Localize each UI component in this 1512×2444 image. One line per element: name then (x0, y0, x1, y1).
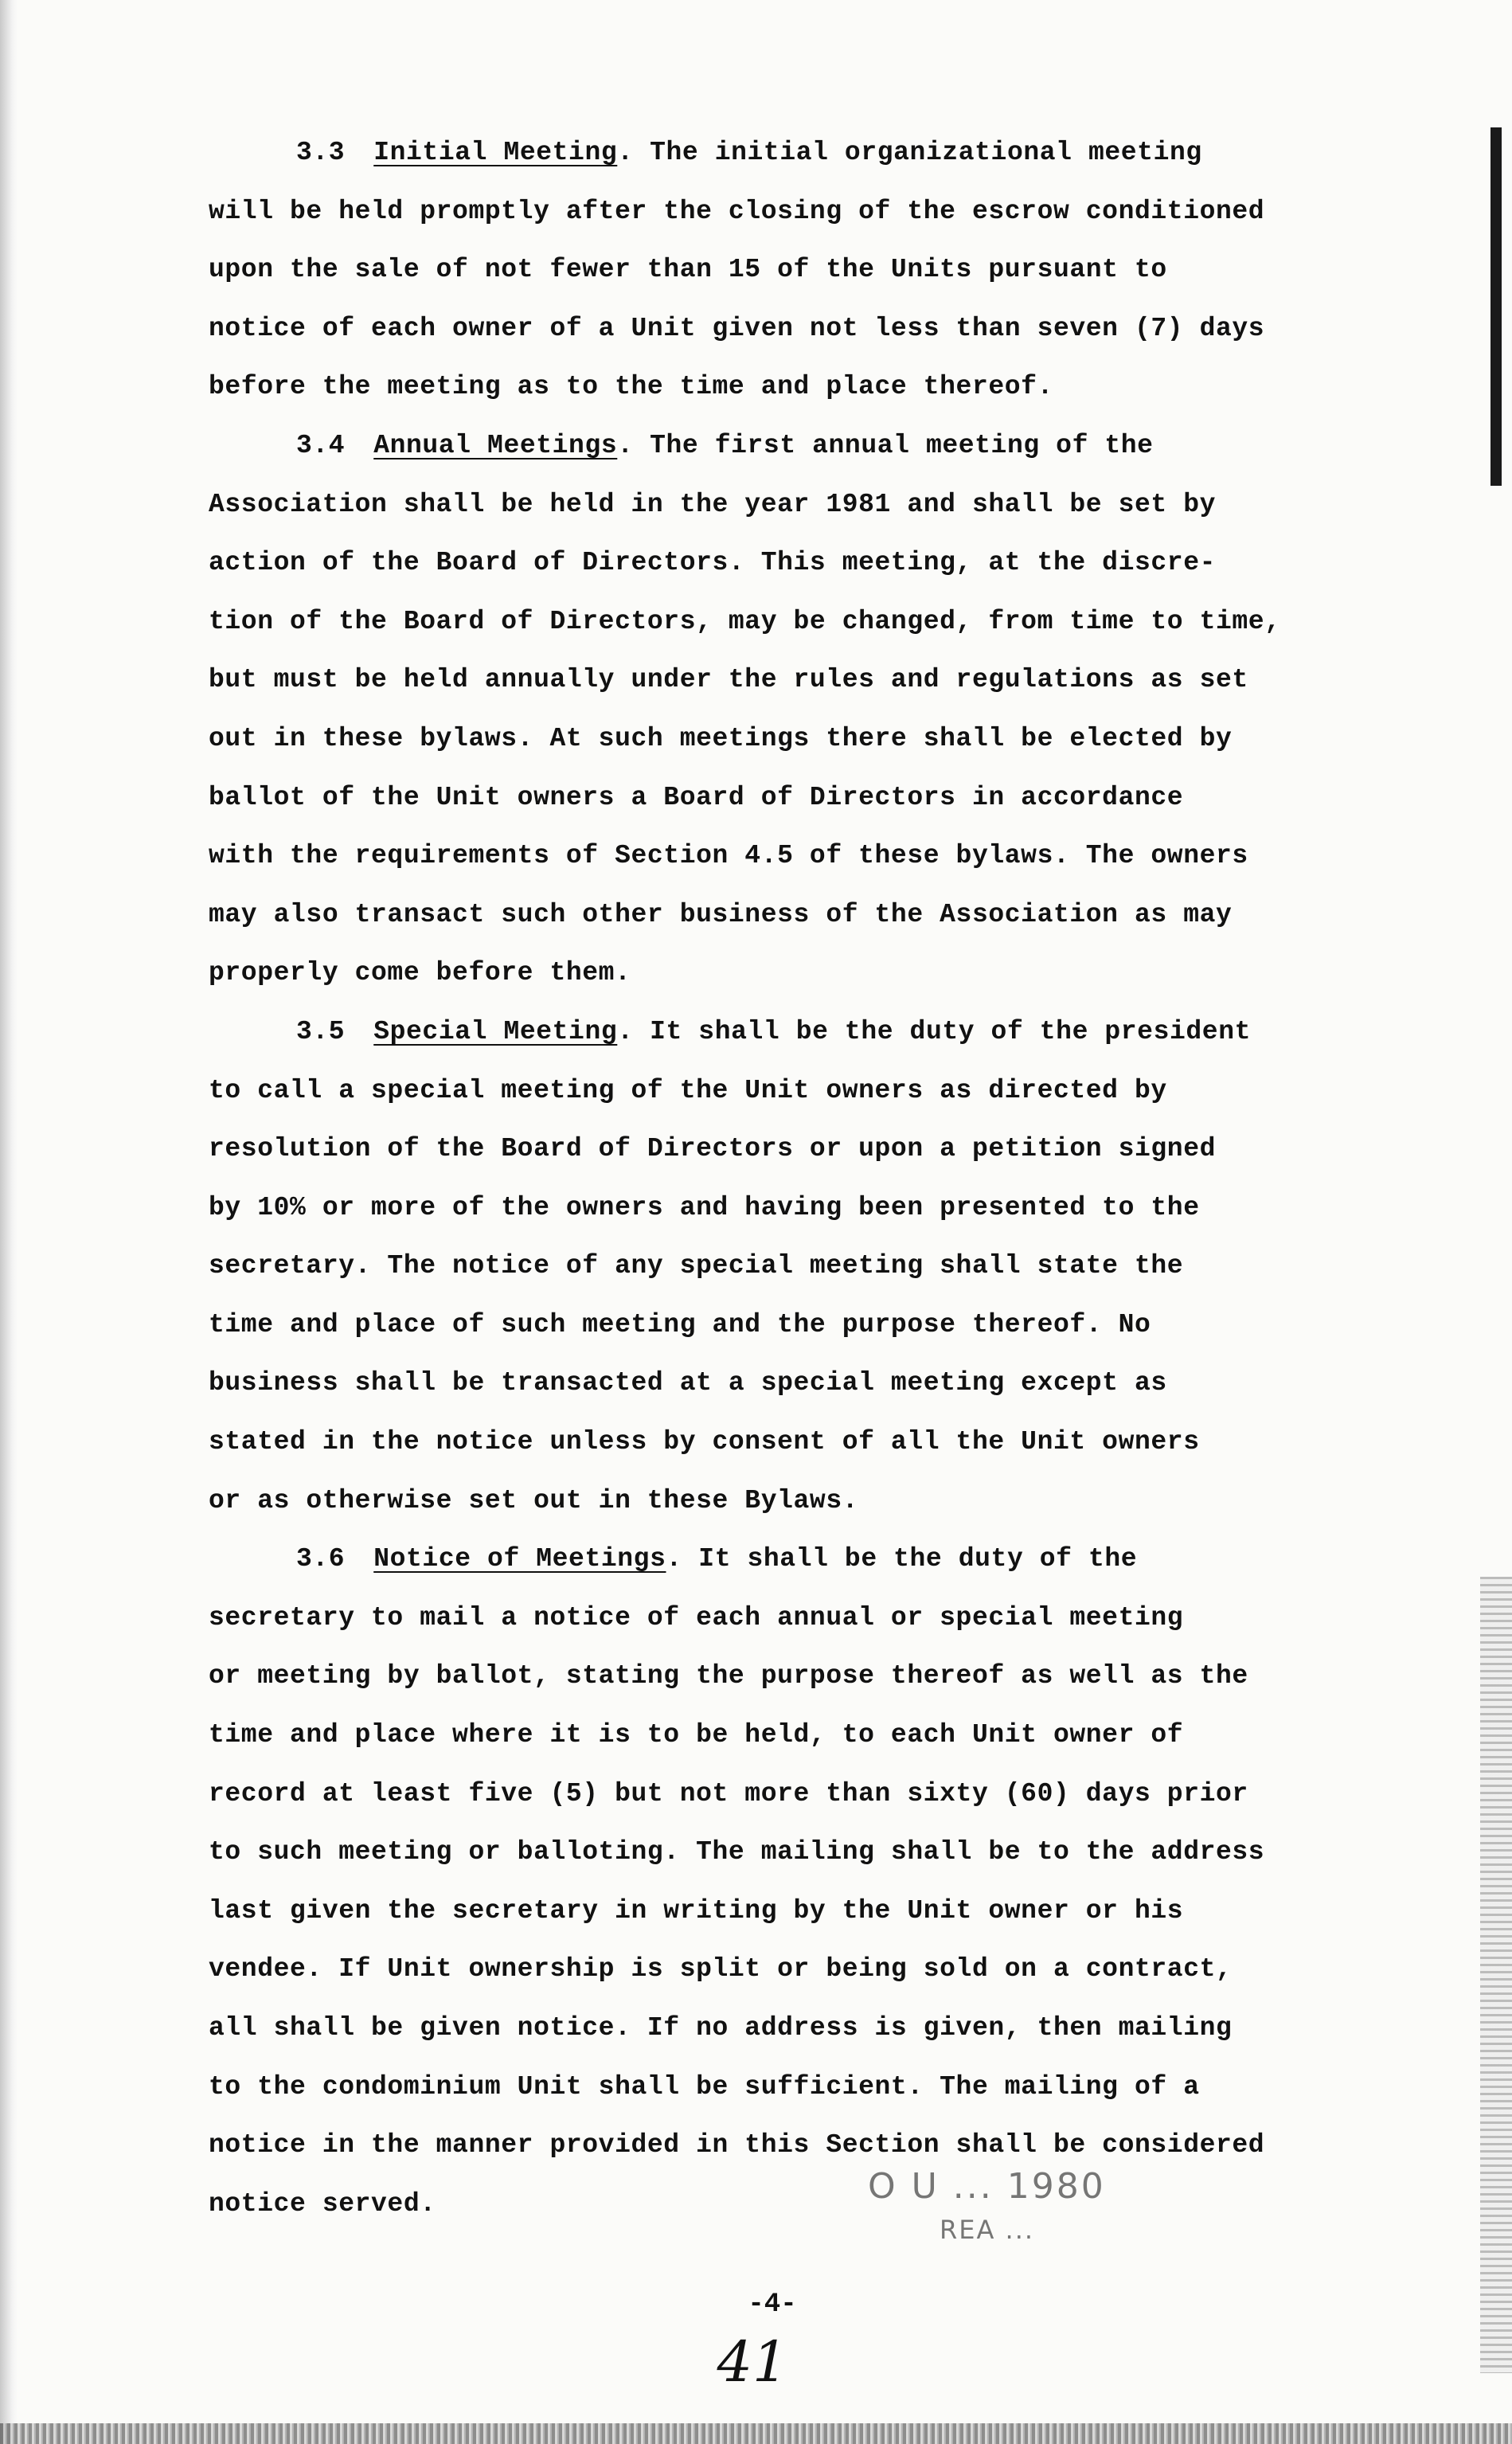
section-number: 3.3 (296, 138, 346, 167)
paragraph-line: vendee. If Unit ownership is split or being sold on a contract, (209, 1954, 1233, 1985)
paragraph-line: or meeting by ballot, stating the purpose thereof as well as the (209, 1661, 1248, 1691)
paragraph-line: notice in the manner provided in this Section shall be considered (209, 2130, 1265, 2160)
handwritten-page-number: 41 (717, 2329, 788, 2395)
paragraph-line: action of the Board of Directors. This meeting, at the discre- (209, 548, 1216, 578)
section-heading: Annual Meetings (373, 430, 618, 460)
section-number: 3.4 (296, 430, 346, 460)
page-number: -4- (748, 2290, 797, 2320)
scan-bottom-edge (0, 2423, 1512, 2444)
paragraph-line: time and place where it is to be held, to each Unit owner of (209, 1720, 1184, 1750)
section-number: 3.6 (296, 1544, 346, 1574)
paragraph-line: resolution of the Board of Directors or upon a petition signed (209, 1134, 1216, 1164)
paragraph-line: secretary. The notice of any special meeting shall state the (209, 1251, 1184, 1281)
received-stamp (868, 2166, 1250, 2245)
paragraph-line: notice of each owner of a Unit given not less than seven (7) days (209, 313, 1265, 343)
paragraph-line: to call a special meeting of the Unit owners as directed by (209, 1075, 1167, 1105)
paragraph-line: . It shall be the duty of the (666, 1544, 1138, 1574)
paragraph-line: with the requirements of Section 4.5 of these bylaws. The owners (209, 841, 1248, 871)
paragraph-line: to such meeting or balloting. The mailing shall be to the address (209, 1837, 1265, 1867)
paragraph-line: but must be held annually under the rules and regulations as set (209, 665, 1248, 695)
paragraph-line: record at least five (5) but not more than sixty (60) days prior (209, 1778, 1248, 1809)
section-number: 3.5 (296, 1016, 346, 1046)
paragraph-line: out in these bylaws. At such meetings there shall be elected by (209, 723, 1233, 753)
paragraph-3-5-first-line (209, 1003, 1403, 1062)
paragraph-line: business shall be transacted at a special meeting except as (209, 1368, 1167, 1398)
paragraph-line: . The initial organizational meeting (617, 138, 1202, 167)
paragraph-line: upon the sale of not fewer than 15 of the Units pursuant to (209, 255, 1167, 285)
paragraph-line: Association shall be held in the year 1981 and shall be set by (209, 489, 1216, 519)
paragraph-3-6-first-line (209, 1530, 1403, 1589)
stamp-date-line: O U ... 1980 (868, 2166, 1106, 2207)
paragraph-line: will be held promptly after the closing of the escrow conditioned (209, 196, 1265, 226)
paragraph-line: before the meeting as to the time and place thereof. (209, 372, 1053, 402)
paragraph-line: all shall be given notice. If no address is given, then mailing (209, 2013, 1233, 2043)
paragraph-line: stated in the notice unless by consent of all the Unit owners (209, 1427, 1200, 1457)
paragraph-line: last given the secretary in writing by the Unit owner or his (209, 1895, 1184, 1926)
paragraph-line: time and place of such meeting and the purpose thereof. No (209, 1309, 1151, 1339)
paragraph-line: ballot of the Unit owners a Board of Directors in accordance (209, 782, 1184, 812)
paragraph-line: may also transact such other business of the Association as may (209, 899, 1233, 929)
scan-right-margin-mark (1491, 127, 1502, 486)
section-heading: Notice of Meetings (373, 1544, 666, 1574)
paragraph-line: notice served. (209, 2188, 436, 2219)
paragraph-line: secretary to mail a notice of each annual or special meeting (209, 1602, 1184, 1633)
paragraph-line: . The first annual meeting of the (617, 430, 1154, 460)
section-heading: Initial Meeting (373, 138, 618, 167)
paragraph-line: by 10% or more of the owners and having been presented to the (209, 1192, 1200, 1222)
stamp-text-line: REA ... (940, 2215, 1035, 2245)
scan-right-edge (1480, 1577, 1512, 2373)
paragraph-3-3-first-line (209, 123, 1403, 182)
paragraph-line: tion of the Board of Directors, may be changed, from time to time, (209, 606, 1281, 636)
paragraph-line: to the condominium Unit shall be sufficient. The mailing of a (209, 2071, 1200, 2102)
section-heading: Special Meeting (373, 1016, 618, 1046)
paragraph-line: properly come before them. (209, 958, 631, 988)
scan-left-edge (0, 0, 18, 2444)
paragraph-line: . It shall be the duty of the president (617, 1016, 1252, 1046)
paragraph-line: or as otherwise set out in these Bylaws. (209, 1485, 859, 1515)
bylaws-text (209, 123, 1403, 2233)
paragraph-3-4-first-line (209, 416, 1403, 475)
